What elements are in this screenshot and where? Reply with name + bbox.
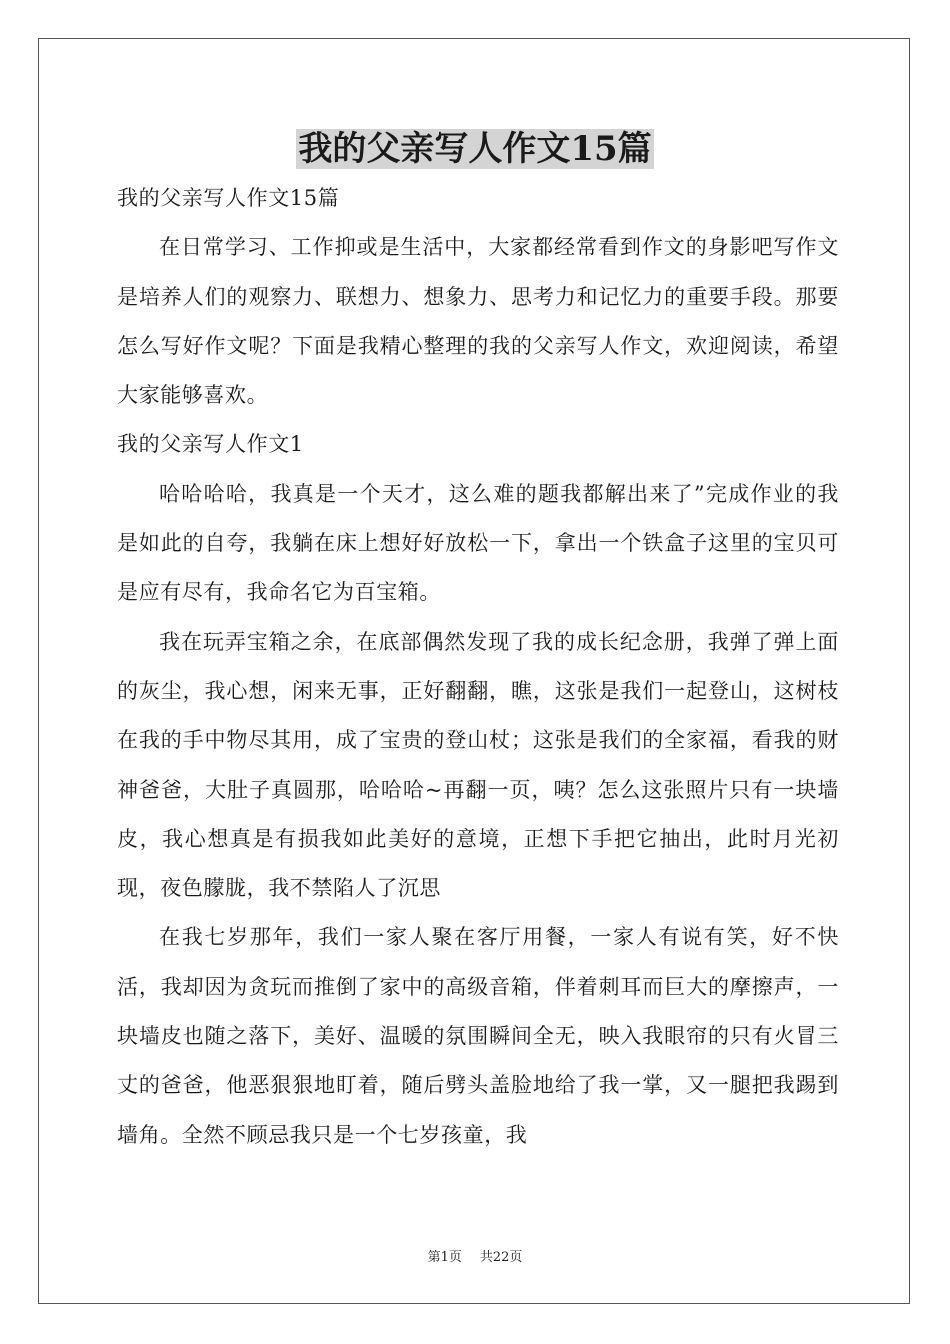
subtitle-line: 我的父亲写人作文15篇	[117, 186, 340, 210]
page-number: 第1页	[427, 1250, 462, 1265]
document-title-text: 我的父亲写人作文15篇	[298, 129, 652, 169]
page-total: 共22页	[479, 1250, 523, 1265]
page-footer	[0, 1248, 950, 1268]
document-title	[0, 124, 950, 174]
document-body	[117, 174, 839, 1160]
body-paragraph: 我在玩弄宝箱之余，在底部偶然发现了我的成长纪念册，我弹了弹上面的灰尘，我心想，闲来无事，正好翻翻，瞧，这张是我们一起登山，这树枝在我的手中物尽其用，成了宝贵的登山杖；这张是我们的全家福，看我的财神爸爸，大肚子真圆那，哈哈哈~再翻一页，咦？怎么这张照片只有一块墙皮，我心想真是有损我如此美好的意境，正想下手把它抽出，此时月光初现，夜色朦胧，我不禁陷人了沉思	[117, 629, 839, 901]
section-heading-1: 我的父亲写人作文1	[117, 432, 304, 457]
body-paragraph: 哈哈哈哈，我真是一个天才，这么难的题我都解出来了”完成作业的我是如此的自夸，我躺在床上想好好放松一下，拿出一个铁盒子这里的宝贝可是应有尽有，我命名它为百宝箱。	[117, 481, 839, 605]
intro-paragraph: 在日常学习、工作抑或是生活中，大家都经常看到作文的身影吧写作文是培养人们的观察力、联想力、想象力、思考力和记忆力的重要手段。那要怎么写好作文呢？下面是我精心整理的我的父亲写人作文，欢迎阅读，希望大家能够喜欢。	[117, 235, 839, 408]
body-paragraph: 在我七岁那年，我们一家人聚在客厅用餐，一家人有说有笑，好不快活，我却因为贪玩而推倒了家中的高级音箱，伴着刺耳而巨大的摩擦声，一块墙皮也随之落下，美好、温暖的氛围瞬间全无，映入我眼帘的只有火冒三丈的爸爸，他恶狠狠地盯着，随后劈头盖脸地给了我一掌，又一腿把我踢到墙角。全然不顾忌我只是一个七岁孩童，我	[117, 925, 839, 1147]
